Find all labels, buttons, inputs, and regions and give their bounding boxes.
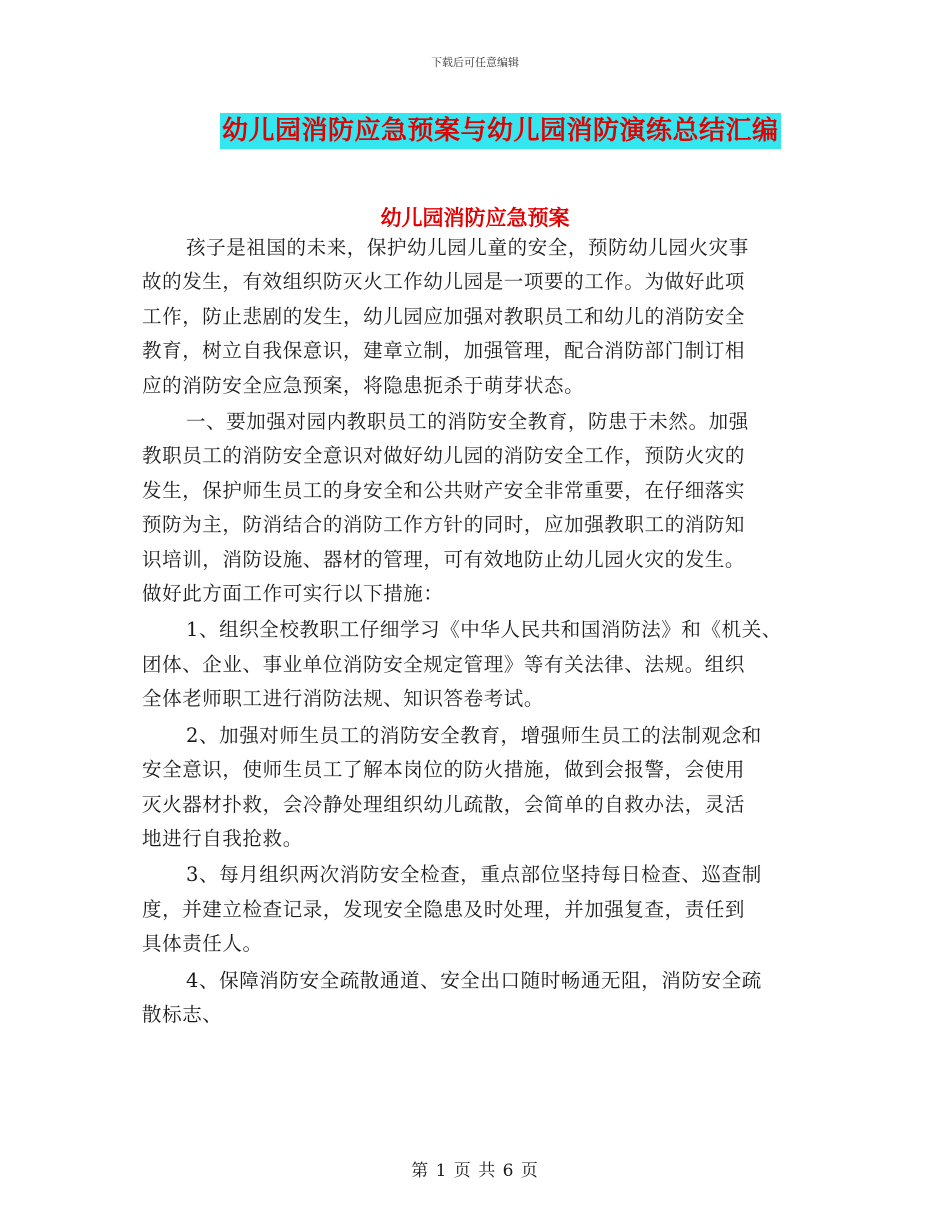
text-line: 教育，树立自我保意识，建章立制，加强管理，配合消防部门制订相 — [142, 339, 746, 363]
text-line: 预防为主，防消结合的消防工作方针的同时，应加强教职工的消防知 — [142, 513, 746, 537]
text-line: 故的发生，有效组织防灭火工作幼儿园是一项要的工作。为做好此项 — [142, 270, 746, 294]
section-title: 幼儿园消防应急预案 — [380, 206, 570, 230]
text-line: 3、每月组织两次消防安全检查，重点部位坚持每日检查、巡查制 — [186, 863, 762, 887]
paragraph — [142, 858, 832, 961]
text-line: 安全意识，使师生员工了解本岗位的防火措施，做到会报警，会使用 — [142, 758, 746, 782]
text-line: 发生，保护师生员工的身安全和公共财产安全非常重要，在仔细落实 — [142, 478, 746, 502]
paragraph — [142, 719, 832, 857]
text-line: 具体责任人。 — [142, 932, 263, 956]
text-line: 度，并建立检查记录，发现安全隐患及时处理，并加强复查，责任到 — [142, 897, 746, 921]
text-line: 灭火器材扑救，会冷静处理组织幼儿疏散，会简单的自救办法，灵活 — [142, 792, 746, 816]
document-body — [142, 231, 832, 1034]
text-line: 2、加强对师生员工的消防安全教育，增强师生员工的法制观念和 — [186, 723, 762, 747]
document-title: 幼儿园消防应急预案与幼儿园消防演练总结汇编 — [220, 113, 781, 149]
text-line: 团体、企业、事业单位消防安全规定管理》等有关法律、法规。组织 — [142, 652, 746, 676]
document-title-block — [220, 113, 781, 149]
paragraph — [142, 405, 832, 611]
text-line: 4、保障消防安全疏散通道、安全出口随时畅通无阻，消防安全疏 — [186, 968, 762, 992]
text-line: 识培训，消防设施、器材的管理，可有效地防止幼儿园火灾的发生。 — [142, 547, 746, 571]
text-line: 散标志、 — [142, 1002, 223, 1026]
text-line: 1、组织全校教职工仔细学习《中华人民共和国消防法》和《机关、 — [186, 618, 782, 642]
text-line: 孩子是祖国的未来，保护幼儿园儿童的安全，预防幼儿园火灾事 — [186, 236, 749, 259]
text-line: 应的消防安全应急预案，将隐患扼杀于萌芽状态。 — [142, 373, 585, 397]
paragraph — [142, 231, 832, 403]
page-number-footer: 第 1 页 共 6 页 — [411, 1161, 539, 1181]
paragraph — [142, 613, 832, 716]
text-line: 地进行自我抢救。 — [142, 826, 303, 850]
header-note: 下载后可任意编辑 — [431, 56, 519, 69]
text-line: 做好此方面工作可实行以下措施： — [142, 582, 444, 606]
text-line: 工作，防止悲剧的发生，幼儿园应加强对教职员工和幼儿的消防安全 — [142, 304, 746, 328]
text-line: 教职员工的消防安全意识对做好幼儿园的消防安全工作，预防火灾的 — [142, 444, 746, 468]
paragraph — [142, 964, 832, 1033]
text-line: 一、要加强对园内教职员工的消防安全教育，防患于未然。加强 — [186, 410, 749, 434]
text-line: 全体老师职工进行消防法规、知识答卷考试。 — [142, 687, 545, 711]
